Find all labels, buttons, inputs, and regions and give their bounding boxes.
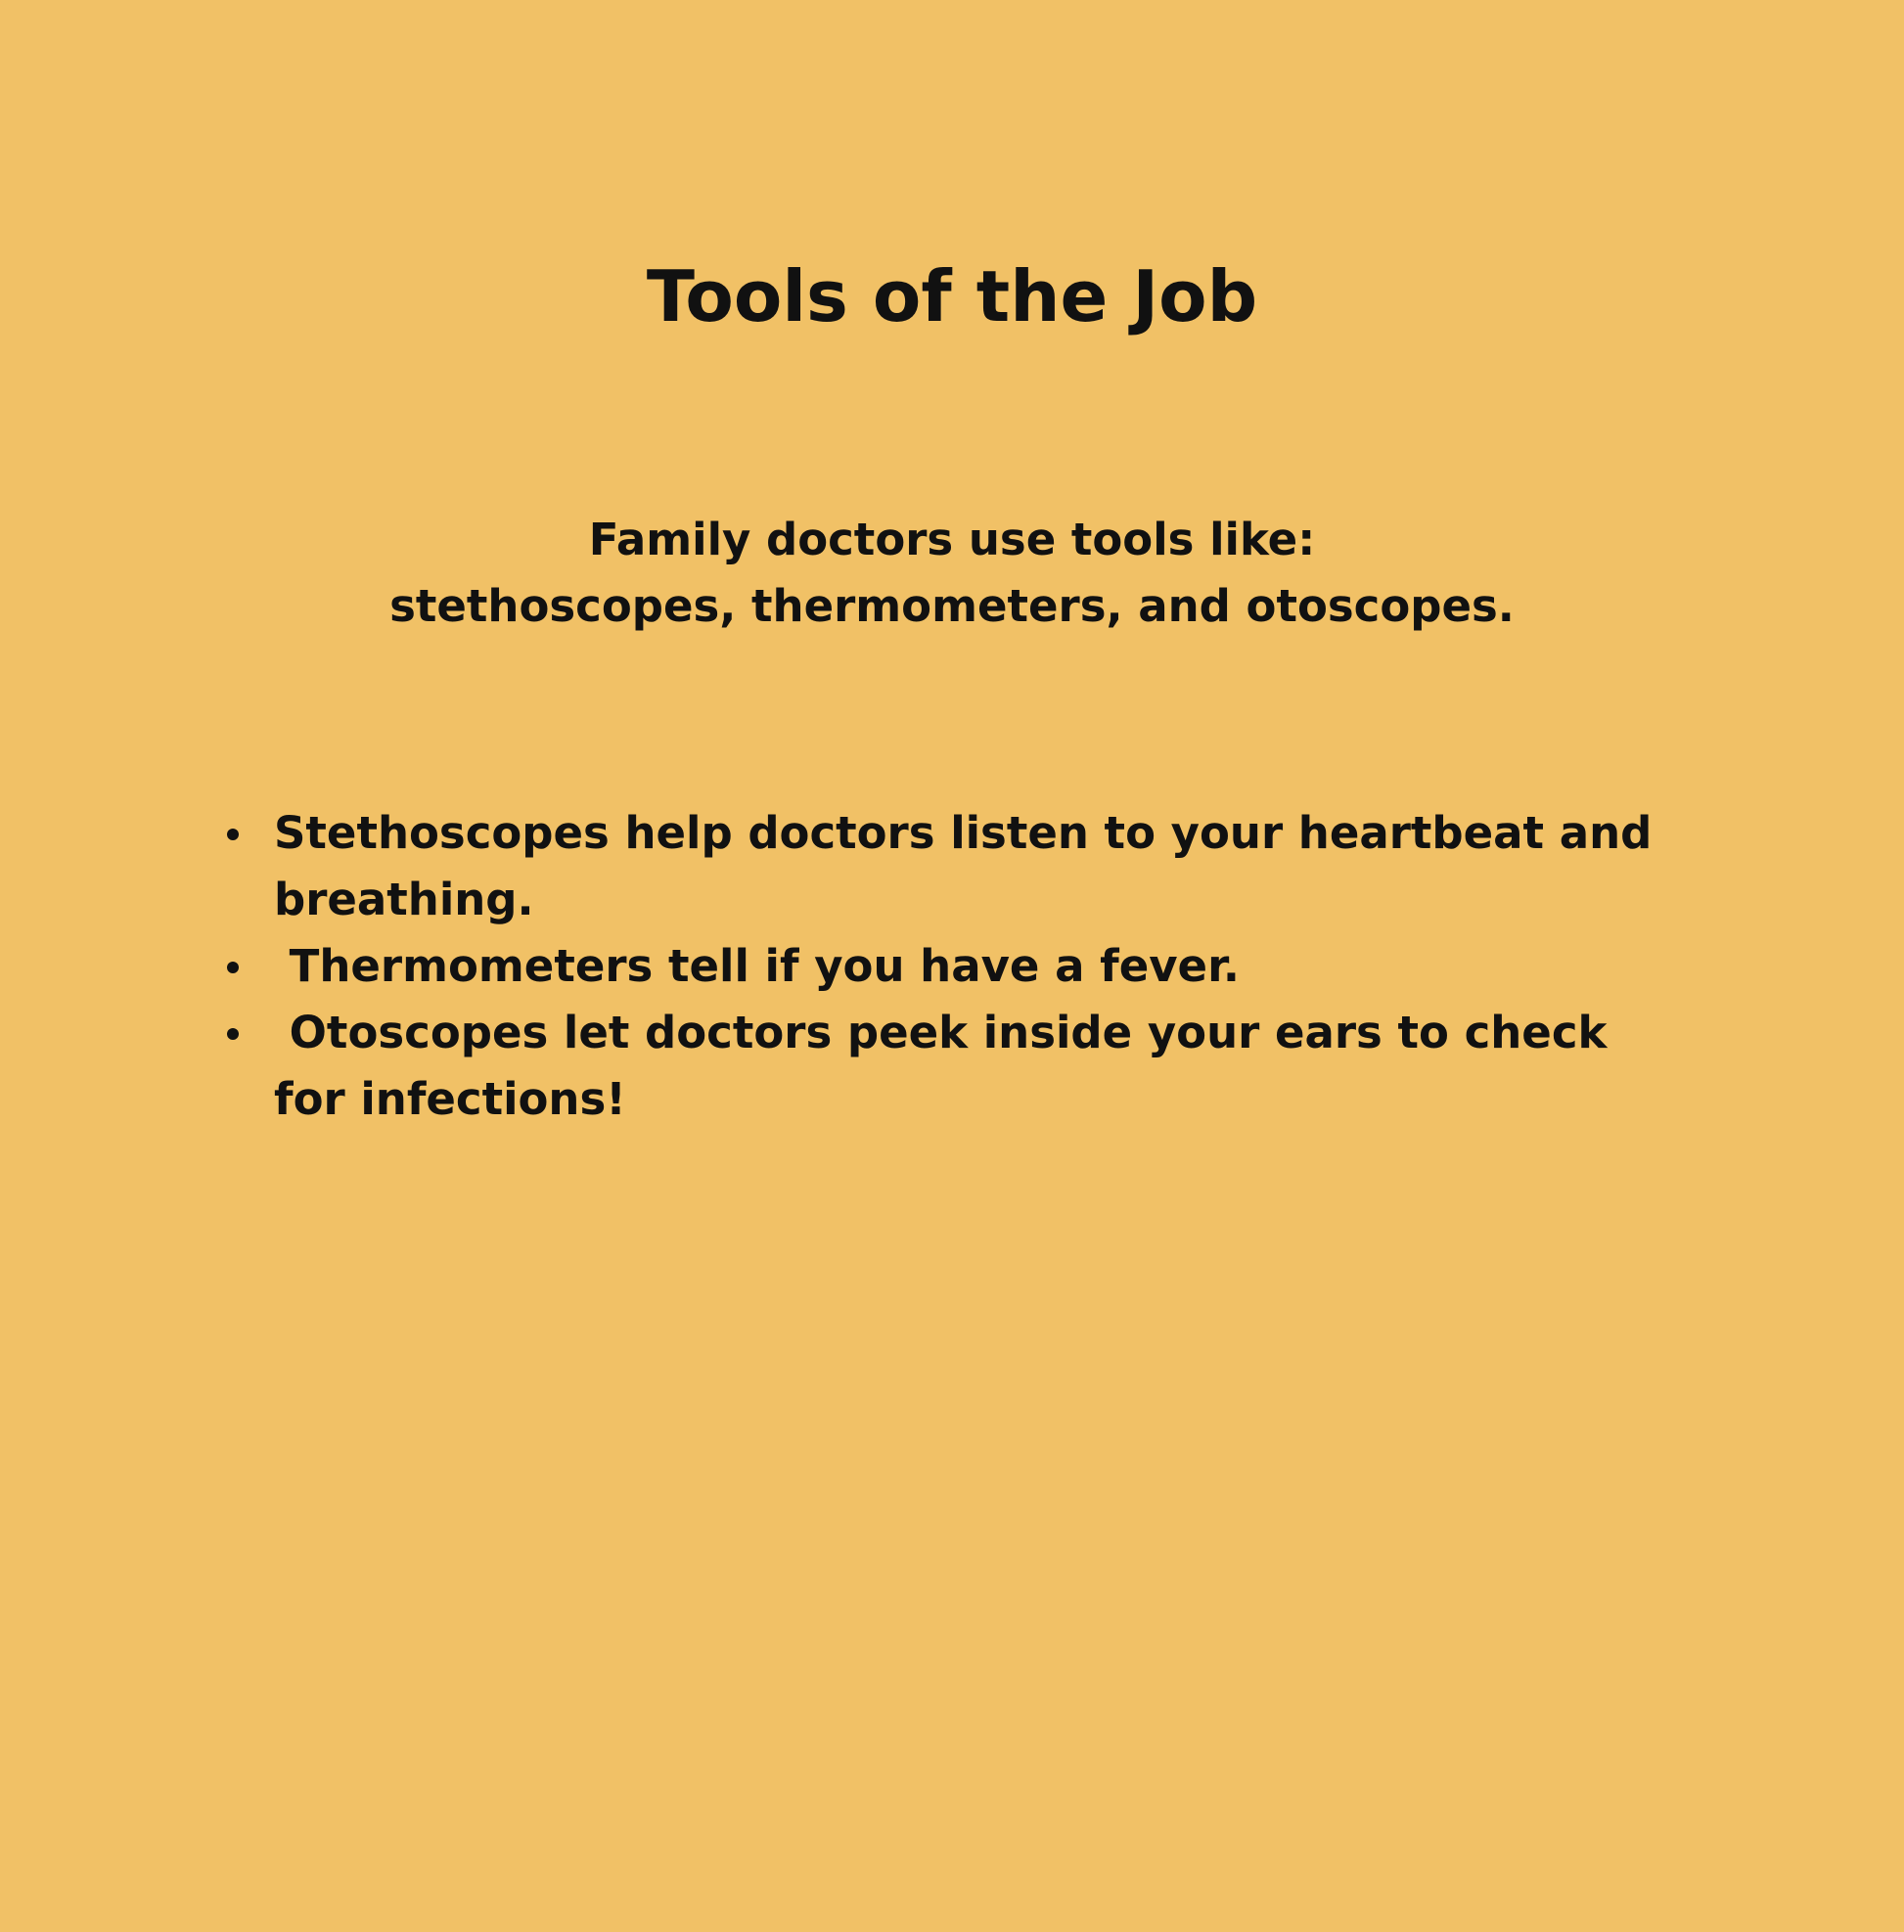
intro-line-2: stethoscopes, thermometers, and otoscopes. [389, 580, 1515, 632]
page-title: Tools of the Job [646, 255, 1258, 337]
intro-text [0, 507, 1904, 640]
bullet-item-otoscopes: Otoscopes let doctors peek inside your ears to check for infections! [215, 1000, 1683, 1133]
intro-line-1: Family doctors use tools like: [588, 514, 1316, 565]
bullet-item-stethoscopes: Stethoscopes help doctors listen to your heartbeat and breathing. [215, 800, 1683, 933]
bullet-item-thermometers: Thermometers tell if you have a fever. [215, 933, 1683, 1000]
tool-bullet-list [215, 800, 1683, 1133]
